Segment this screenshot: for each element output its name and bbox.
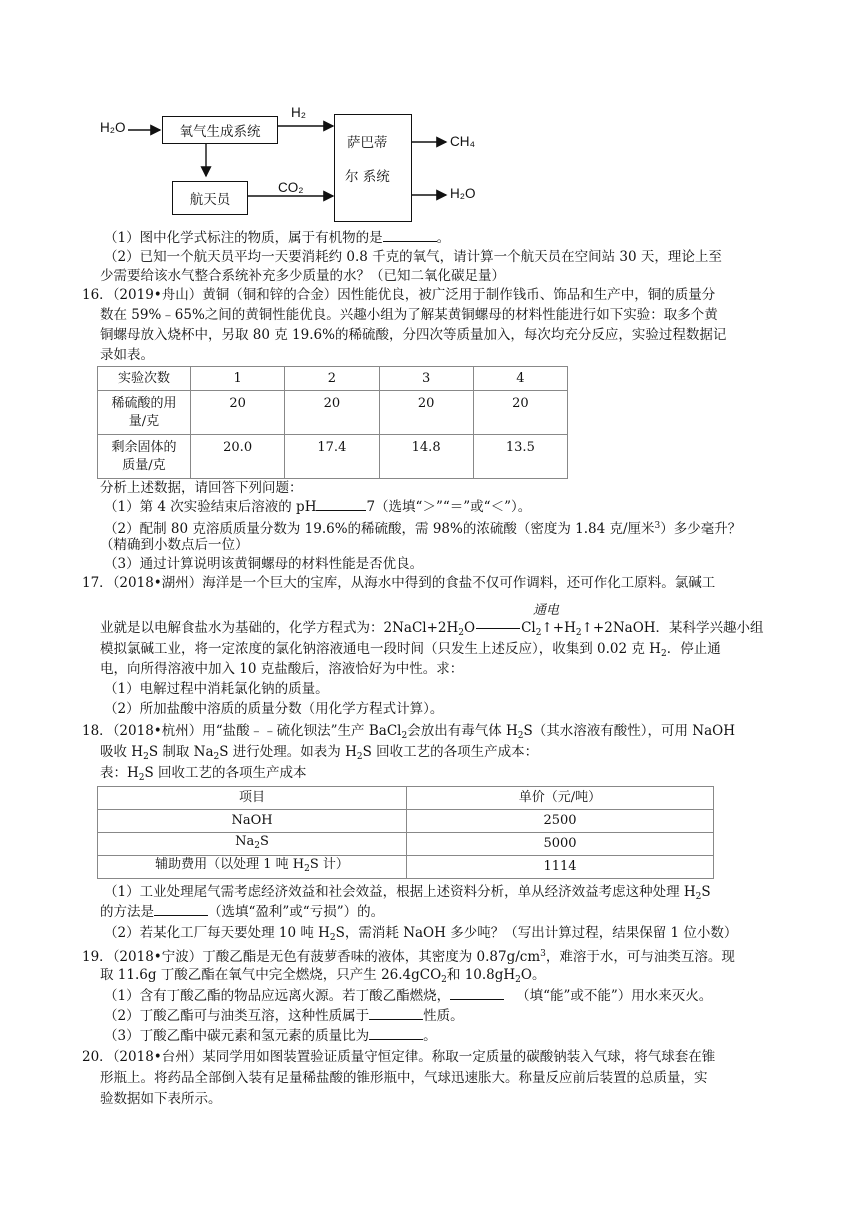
q16-part3: （3）通过计算说明该黄铜螺母的材料性能是否优良。 <box>104 556 424 572</box>
q17-line4: 电，向所得溶液中加入 10 克盐酸后，溶液恰好为中性。求： <box>100 661 464 677</box>
q16-table-cell: 13.5 <box>473 435 567 479</box>
q18-table-cell: 5000 <box>407 833 714 856</box>
q17-line1: 17．（2018•湖州）海洋是一个巨大的宝库，从海水中得到的食盐不仅可作调料，还可作化工原料。氯碱工 <box>82 575 716 591</box>
q18-part2: （2）若某化工厂每天要处理 10 吨 $H_2S$，需消耗 NaOH 多少吨？（写出计算过程，结果保留 1 位小数） <box>104 925 738 943</box>
q20-line2: 形瓶上。将药品全部倒入装有足量稀盐酸的锥形瓶中，气球迅速胀大。称量反应前后装置的总质量，实 <box>100 1070 708 1086</box>
q16-table-cell: 17.4 <box>285 435 379 479</box>
q19-part1: （1）含有丁酸乙酯的物品应远离火源。若丁酸乙酯燃烧， （填“能”或不能”）用水来灭火。 <box>104 988 713 1004</box>
q16-table-col-4: 4 <box>473 367 567 391</box>
q19-line2: 取 11.6g 丁酸乙酯在氧气中完全燃烧，只产生 26.4gCO$_2$和 $10.8gH_2O$。 <box>100 967 546 985</box>
q15-part1: （1）图中化学式标注的物质，属于有机物的是 。 <box>104 230 451 246</box>
ch4-output-label: CH₄ <box>450 134 476 149</box>
q16-part2-line2: （精确到小数点后一位） <box>100 537 249 553</box>
q16-data-table <box>97 366 568 479</box>
co2-arrow-label: CO₂ <box>278 180 304 195</box>
q18-table-cell: $Na_2S$ <box>98 833 407 856</box>
q20-line3: 验数据如下表所示。 <box>100 1091 222 1107</box>
q15-part2-line1: （2）已知一个航天员平均一天要消耗约 0.8 千克的氧气，请计算一个航天员在空间站 30 天，理论上至 <box>104 249 722 265</box>
q18-cost-table <box>97 786 714 879</box>
q19-line1: 19．（2018•宁波）丁酸乙酯是无色有菠萝香味的液体，其密度为 $0.87g/cm^3$，难溶于水，可与油类互溶。现 <box>82 949 735 965</box>
q16-table-header-trial: 实验次数 <box>98 367 191 391</box>
q18-part1-line1: （1）工业处理尾气需考虑经济效益和社会效益，根据上述资料分析，单从经济效益考虑这种处理 $H_2S$ <box>104 884 711 902</box>
q18-line2: 吸收 $H_2S$ 制取 $Na_2S$ 进行处理。如表为 $H_2S$ 回收工艺的各项生产成本： <box>100 744 539 762</box>
q16-table-col-3: 3 <box>379 367 473 391</box>
q16-part1: （1）第 4 次实验结束后溶液的 pH 7（选填“＞”“＝”或“＜”）。 <box>104 499 532 515</box>
q16-part2-line1: （2）配制 80 克溶质质量分数为 19.6%的稀硫酸，需 98%的浓硫酸（密度为 1.84 克/厘米$^3$）多少毫升？ <box>104 521 742 537</box>
q16-table-col-1: 1 <box>191 367 285 391</box>
q17-equation-arrow <box>476 628 520 629</box>
q16-line1: 16．（2019•舟山）黄铜（铜和锌的合金）因性能优良，被广泛用于制作钱币、饰品和生产中，铜的质量分 <box>82 287 716 303</box>
oxygen-system-label: 氧气生成系统 <box>179 124 261 140</box>
q19-answer-blank-2[interactable] <box>369 1006 423 1020</box>
q16-table-row-acid-header: 稀硫酸的用 量/克 <box>98 391 191 435</box>
q15-part2-line2: 少需要给该水气整合系统补充多少质量的水？（已知二氧化碳足量） <box>100 268 505 284</box>
q18-table-cell: 2500 <box>407 810 714 833</box>
sabatier-label-line1: 萨巴蒂 <box>347 135 388 151</box>
q16-table-cell: 20 <box>473 391 567 435</box>
q16-table-cell: 20 <box>191 391 285 435</box>
q19-part2: （2）丁酸乙酯可与油类互溶，这种性质属于 性质。 <box>104 1008 464 1024</box>
q16-table-cell: 14.8 <box>379 435 473 479</box>
h2o-output-label: H₂O <box>450 186 476 201</box>
flow-diagram-arrows <box>0 0 860 230</box>
sabatier-system-box <box>334 114 412 222</box>
q15-answer-blank-1[interactable] <box>383 228 437 242</box>
q17-part2: （2）所加盐酸中溶质的质量分数（用化学方程式计算）。 <box>104 701 444 717</box>
q16-analyze: 分析上述数据，请回答下列问题： <box>100 480 303 496</box>
q18-line1: 18．（2018•杭州）用“盐酸﹣﹣硫化钡法”生产 BaCl$_2$会放出有毒气体 $H_2S$（其水溶液有酸性），可用 NaOH <box>82 723 736 741</box>
q18-table-header-price: 单价（元/吨） <box>407 787 714 810</box>
sabatier-label-line2: 尔 系统 <box>345 169 390 185</box>
q18-table-header-item: 项目 <box>98 787 407 810</box>
q16-table-cell: 20 <box>379 391 473 435</box>
q19-part3: （3）丁酸乙酯中碳元素和氢元素的质量比为 。 <box>104 1028 437 1044</box>
q17-part1: （1）电解过程中消耗氯化钠的质量。 <box>104 681 329 697</box>
q18-table-cell: 辅助费用（以处理 1 吨 $H_2S$ 计） <box>98 856 407 879</box>
q16-line3: 铜螺母放入烧杯中，另取 80 克 19.6%的稀硫酸，分四次等质量加入，每次均充分反应，实验过程数据记 <box>100 327 727 343</box>
q16-table-cell: 20 <box>285 391 379 435</box>
q17-line3: 模拟氯碱工业，将一定浓度的氯化钠溶液通电一段时间（只发生上述反应），收集到 0.02 克 $H_2$．停止通 <box>100 641 721 659</box>
q16-line2: 数在 59%﹣65%之间的黄铜性能优良。兴趣小组为了解某黄铜螺母的材料性能进行如下实验：取多个黄 <box>100 307 718 323</box>
q17-equation-line: 业就是以电解食盐水为基础的，化学方程式为：$2NaCl+2H_2O$ $Cl_2↑+H_2↑+2NaOH$．某科学兴趣小组 <box>100 620 764 638</box>
q20-line1: 20．（2018•台州）某同学用如图装置验证质量守恒定律。称取一定质量的碳酸钠装入气球，将气球套在锥 <box>82 1049 716 1065</box>
q16-answer-blank-ph[interactable] <box>316 497 366 511</box>
h2-arrow-label: H₂ <box>291 105 306 120</box>
h2o-input-label: H₂O <box>100 120 126 135</box>
q19-answer-blank-3[interactable] <box>369 1026 423 1040</box>
q16-line4: 录如表。 <box>100 347 154 363</box>
q16-table-cell: 20.0 <box>191 435 285 479</box>
q16-table-col-2: 2 <box>285 367 379 391</box>
astronaut-label: 航天员 <box>189 192 231 208</box>
astronaut-box <box>172 181 248 215</box>
q18-part1-line2: 的方法是 （选填“盈利”或“亏损”）的。 <box>100 904 385 920</box>
q16-table-row-solid-header: 剩余固体的 质量/克 <box>98 435 191 479</box>
q17-reaction-condition: 通电 <box>533 603 560 618</box>
q19-answer-blank-1[interactable] <box>450 986 504 1000</box>
q18-table-cell: NaOH <box>98 810 407 833</box>
q18-answer-blank[interactable] <box>154 902 208 916</box>
q18-table-cell: 1114 <box>407 856 714 879</box>
oxygen-generation-system-box <box>162 116 278 144</box>
q18-table-caption: 表：$H_2S$ 回收工艺的各项生产成本 <box>100 765 307 783</box>
